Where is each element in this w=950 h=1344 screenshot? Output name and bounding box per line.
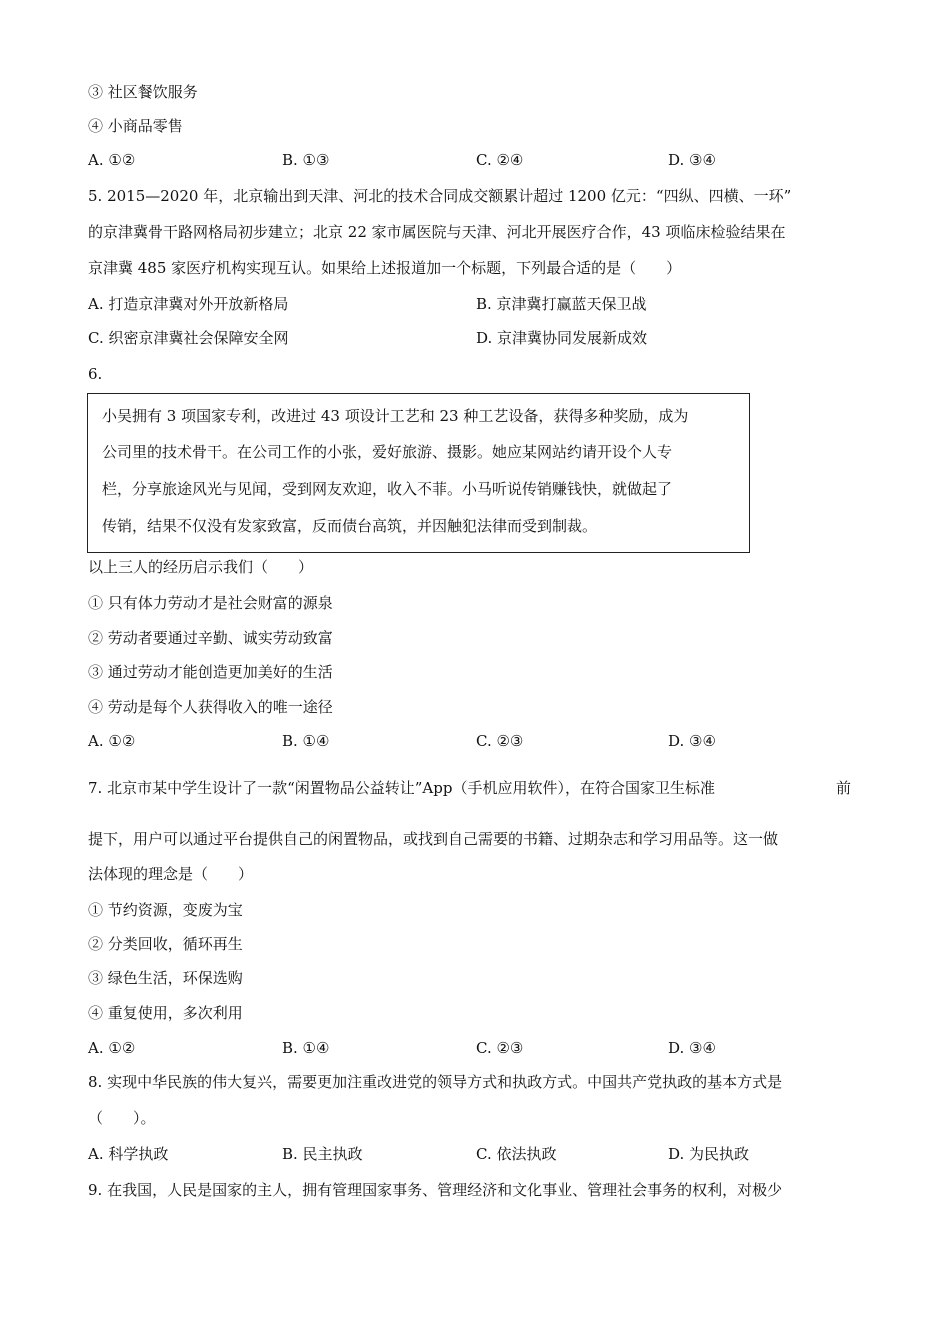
- q6-stem: 以上三人的经历启示我们（ ）: [88, 558, 314, 576]
- q8-option-d: D. 为民执政: [668, 1145, 750, 1163]
- q6-option-a: A. ①②: [88, 732, 136, 750]
- q7-item-1: ① 节约资源，变废为宝: [88, 901, 243, 919]
- q6-item-3: ③ 通过劳动才能创造更加美好的生活: [88, 663, 333, 681]
- q7-option-a: A. ①②: [88, 1039, 136, 1057]
- q7-item-3: ③ 绿色生活，环保选购: [88, 969, 243, 987]
- q7-option-d: D. ③④: [668, 1039, 716, 1057]
- q4-option-d: D. ③④: [668, 151, 716, 169]
- q7-item-2: ② 分类回收，循环再生: [88, 935, 243, 953]
- q8-options: [88, 1144, 788, 1164]
- q4-options: [88, 150, 788, 170]
- q6-option-c: C. ②③: [476, 732, 524, 750]
- q8-option-a: A. 科学执政: [88, 1145, 169, 1163]
- q6-options: [88, 731, 788, 751]
- q7-options: [88, 1038, 788, 1058]
- q7-stem-line-1: 7. 北京市某中学生设计了一款“闲置物品公益转让”App（手机应用软件），在符合国家卫生标准: [88, 779, 715, 797]
- q4-option-a: A. ①②: [88, 151, 136, 169]
- q6-option-b: B. ①④: [282, 732, 330, 750]
- q6-material-line-2: 公司里的技术骨干。在公司工作的小张，爱好旅游、摄影。她应某网站约请开设个人专: [102, 443, 673, 461]
- q5-option-a: A. 打造京津冀对外开放新格局: [88, 295, 289, 313]
- q5-option-c: C. 织密京津冀社会保障安全网: [88, 329, 289, 347]
- q6-number: 6.: [88, 365, 103, 383]
- q5-options-row-1: [88, 294, 788, 314]
- q7-option-c: C. ②③: [476, 1039, 524, 1057]
- q4-item-4: ④ 小商品零售: [88, 117, 183, 135]
- q6-material-line-3: 栏，分享旅途风光与见闻，受到网友欢迎，收入不菲。小马听说传销赚钱快，就做起了: [102, 480, 673, 498]
- q5-option-b: B. 京津冀打赢蓝天保卫战: [476, 295, 647, 313]
- q5-stem-line-2: 的京津冀骨干路网格局初步建立；北京 22 家市属医院与天津、河北开展医疗合作，43 项临床检验结果在: [88, 223, 786, 241]
- q8-stem-line-1: 8. 实现中华民族的伟大复兴，需要更加注重改进党的领导方式和执政方式。中国共产党执政的基本方式是: [88, 1073, 783, 1091]
- q9-stem-line-1: 9. 在我国，人民是国家的主人，拥有管理国家事务、管理经济和文化事业、管理社会事务的权利，对极少: [88, 1181, 783, 1199]
- q7-option-b: B. ①④: [282, 1039, 330, 1057]
- q8-stem-line-2: （ ）。: [88, 1109, 156, 1127]
- q4-item-3: ③ 社区餐饮服务: [88, 83, 198, 101]
- q6-item-1: ① 只有体力劳动才是社会财富的源泉: [88, 594, 333, 612]
- q6-material-line-1: 小吴拥有 3 项国家专利，改进过 43 项设计工艺和 23 种工艺设备，获得多种奖励，成为: [102, 407, 689, 425]
- q6-material-box: [87, 393, 750, 553]
- q6-option-d: D. ③④: [668, 732, 716, 750]
- q8-option-b: B. 民主执政: [282, 1145, 363, 1163]
- q5-options-row-2: [88, 328, 788, 348]
- q5-stem-line-3: 京津冀 485 家医疗机构实现互认。如果给上述报道加一个标题，下列最合适的是（ ）: [88, 259, 682, 277]
- q7-item-4: ④ 重复使用，多次利用: [88, 1004, 243, 1022]
- q6-item-4: ④ 劳动是每个人获得收入的唯一途径: [88, 698, 333, 716]
- q5-stem-line-1: 5. 2015—2020 年，北京输出到天津、河北的技术合同成交额累计超过 1200 亿元：“四纵、四横、一环”: [88, 187, 792, 205]
- q7-stem-line-1-tail: 前: [836, 779, 852, 797]
- q5-option-d: D. 京津冀协同发展新成效: [476, 329, 648, 347]
- q4-option-c: C. ②④: [476, 151, 524, 169]
- q6-material-line-4: 传销，结果不仅没有发家致富，反而债台高筑，并因触犯法律而受到制裁。: [102, 517, 598, 535]
- q6-item-2: ② 劳动者要通过辛勤、诚实劳动致富: [88, 629, 333, 647]
- q7-stem-line-3: 法体现的理念是（ ）: [88, 865, 254, 883]
- q8-option-c: C. 依法执政: [476, 1145, 557, 1163]
- q4-option-b: B. ①③: [282, 151, 330, 169]
- q7-stem-line-2: 提下，用户可以通过平台提供自己的闲置物品，或找到自己需要的书籍、过期杂志和学习用品等。这一做: [88, 830, 779, 848]
